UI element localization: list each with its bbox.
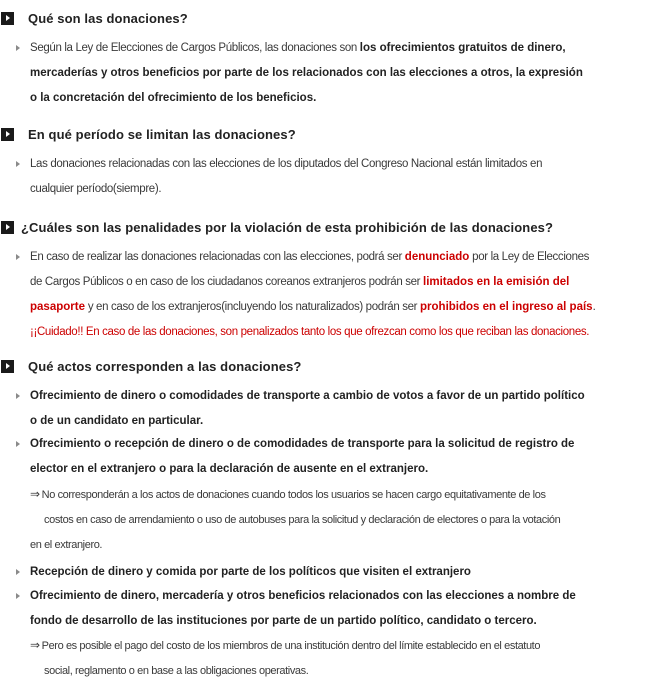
bold-text: o de un candidato en particular. xyxy=(30,415,204,427)
section-heading-actos xyxy=(0,356,301,376)
double-arrow-icon: ⇒ xyxy=(30,638,40,652)
highlight-text: limitados en la emisión del xyxy=(423,276,570,288)
arrow-square-icon xyxy=(1,360,14,373)
paragraph-periodo xyxy=(16,152,666,202)
section-title: Qué son las donaciones? xyxy=(28,10,188,26)
bullet-triangle-icon xyxy=(16,254,20,260)
warning-text: ¡¡Cuidado!! En caso de las donaciones, son penalizados tanto los que ofrezcan como los que reciban las donaciones. xyxy=(30,326,590,338)
bold-text: fondo de desarrollo de las instituciones por parte de un partido político, candidato o tercero. xyxy=(30,615,537,627)
bold-text: mercaderías y otros beneficios por parte de los relacionados con las elecciones a otros, la expresión xyxy=(30,67,583,79)
section-title: En qué período se limitan las donaciones? xyxy=(28,126,296,142)
text-span: . xyxy=(592,301,596,313)
bold-text: Ofrecimiento o recepción de dinero o de comodidades de transporte para la solicitud de registro de xyxy=(30,438,575,450)
bold-text: Recepción de dinero y comida por parte de los políticos que visiten el extranjero xyxy=(30,566,471,578)
text-span: social, reglamento o en base a las obligaciones operativas. xyxy=(44,665,309,677)
text-span: costos en caso de arrendamiento o uso de autobuses para la solicitud y declaración de electores o para la votación xyxy=(44,514,561,526)
text-span: No corresponderán a los actos de donaciones cuando todos los usuarios se hacen cargo equitativamente de los xyxy=(41,489,546,501)
section-heading-que-son xyxy=(0,8,188,28)
highlight-text: denunciado xyxy=(404,251,470,263)
note-institucion xyxy=(30,633,666,684)
text-span: de Cargos Públicos o en caso de los ciudadanos coreanos extranjeros podrán ser xyxy=(30,276,423,288)
bullet-triangle-icon xyxy=(16,593,20,599)
bullet-triangle-icon xyxy=(16,569,20,575)
section-heading-penalidades xyxy=(0,217,553,237)
bold-text: elector en el extranjero o para la declaración de ausente en el extranjero. xyxy=(30,463,429,475)
text-span: cualquier período(siempre). xyxy=(30,183,162,195)
bold-text: Ofrecimiento de dinero o comodidades de transporte a cambio de votos a favor de un partido político xyxy=(30,390,585,402)
note-autobuses xyxy=(30,482,666,558)
bullet-triangle-icon xyxy=(16,441,20,447)
arrow-square-icon xyxy=(1,128,14,141)
bullet-triangle-icon xyxy=(16,45,20,51)
paragraph-penalidades xyxy=(16,245,666,345)
arrow-square-icon xyxy=(1,12,14,25)
highlight-text: prohibidos en el ingreso al país xyxy=(420,301,593,313)
highlight-text: pasaporte xyxy=(30,301,85,313)
bullet-triangle-icon xyxy=(16,393,20,399)
bold-text: los ofrecimientos gratuitos de dinero, xyxy=(359,42,566,54)
section-heading-periodo xyxy=(0,124,296,144)
section-title: ¿Cuáles son las penalidades por la violación de esta prohibición de las donaciones? xyxy=(21,219,554,235)
list-item xyxy=(16,584,666,634)
double-arrow-icon: ⇒ xyxy=(30,487,40,501)
paragraph-definition xyxy=(16,36,666,111)
text-span: En caso de realizar las donaciones relacionadas con las elecciones, podrá ser xyxy=(30,251,405,263)
text-span: Pero es posible el pago del costo de los miembros de una institución dentro del límite establecido en el estatuto xyxy=(41,640,541,652)
text-span: y en caso de los extranjeros(incluyendo los naturalizados) podrán ser xyxy=(84,301,421,313)
bold-text: Ofrecimiento de dinero, mercadería y otros beneficios relacionados con las elecciones a nombre de xyxy=(30,590,576,602)
text-span: en el extranjero. xyxy=(30,539,103,551)
arrow-square-icon xyxy=(1,221,14,234)
list-item xyxy=(16,432,666,482)
text-span: por la Ley de Elecciones xyxy=(469,251,590,263)
list-item xyxy=(16,560,666,585)
bold-text: o la concretación del ofrecimiento de los beneficios. xyxy=(30,92,317,104)
text-span: Según la Ley de Elecciones de Cargos Públicos, las donaciones son xyxy=(30,42,360,54)
bullet-triangle-icon xyxy=(16,161,20,167)
text-span: Las donaciones relacionadas con las elecciones de los diputados del Congreso Nacional están limitados en xyxy=(30,158,543,170)
section-title: Qué actos corresponden a las donaciones? xyxy=(28,358,302,374)
list-item xyxy=(16,384,666,434)
